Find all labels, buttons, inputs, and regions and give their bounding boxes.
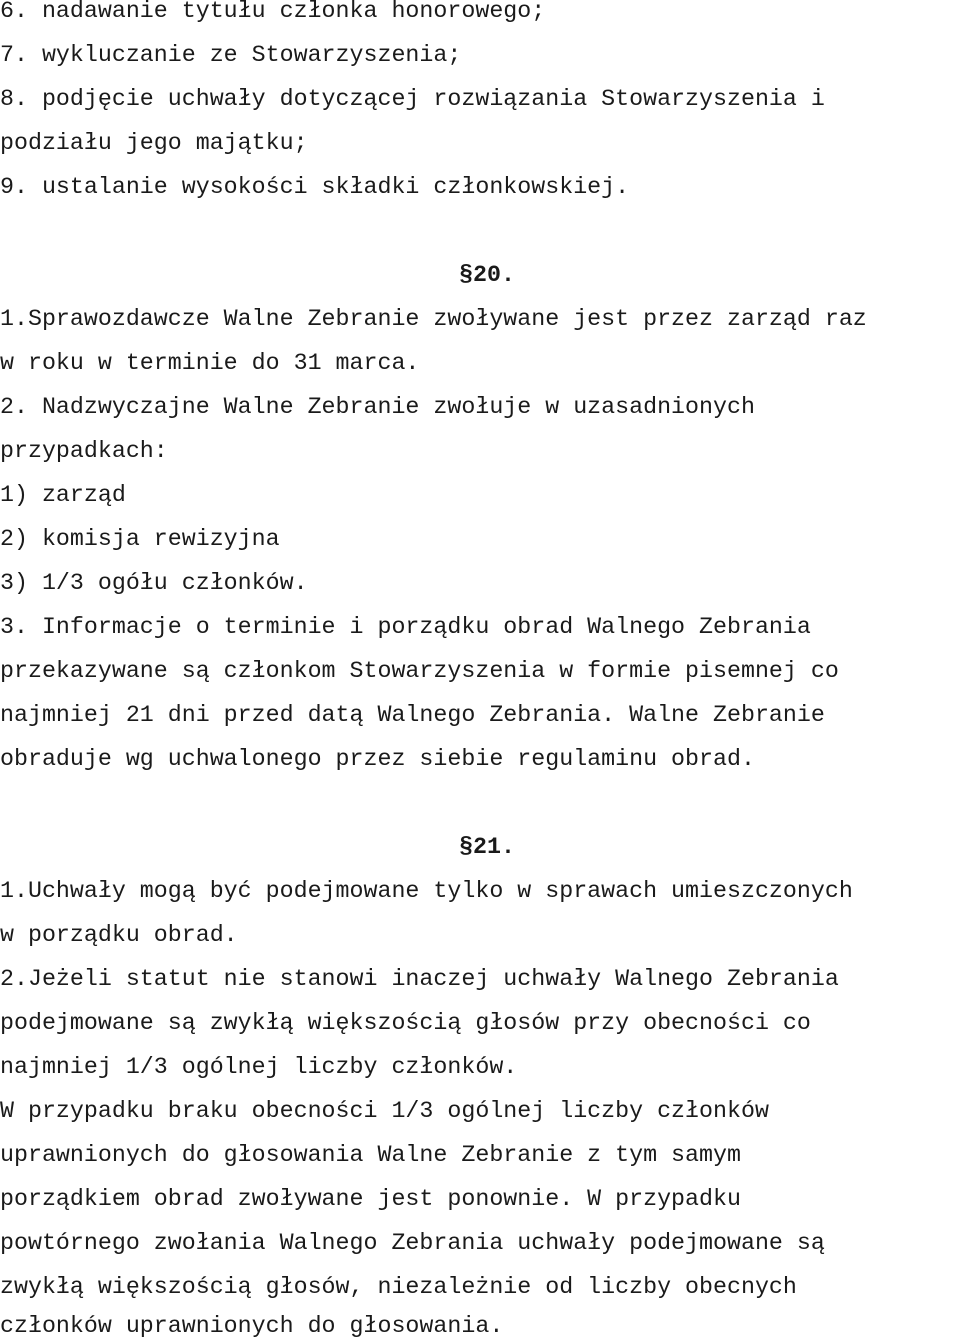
- list-item: 6. nadawanie tytułu członka honorowego;: [0, 0, 546, 24]
- paragraph-line: najmniej 21 dni przed datą Walnego Zebrania. Walne Zebranie: [0, 702, 825, 728]
- paragraph-line: 2) komisja rewizyjna: [0, 526, 280, 552]
- list-item: 9. ustalanie wysokości składki członkowskiej.: [0, 174, 630, 200]
- paragraph-line: 1) zarząd: [0, 482, 126, 508]
- paragraph-line: 2.Jeżeli statut nie stanowi inaczej uchwały Walnego Zebrania: [0, 966, 839, 992]
- paragraph-line: zwykłą większością głosów, niezależnie od liczby obecnych: [0, 1274, 797, 1300]
- paragraph-line: najmniej 1/3 ogólnej liczby członków.: [0, 1054, 518, 1080]
- paragraph-line: W przypadku braku obecności 1/3 ogólnej liczby członków: [0, 1098, 769, 1124]
- paragraph-line: obraduje wg uchwalonego przez siebie regulaminu obrad.: [0, 746, 755, 772]
- section-heading: §21.: [459, 834, 515, 860]
- paragraph-line: porządkiem obrad zwoływane jest ponownie. W przypadku: [0, 1186, 741, 1212]
- list-item: 8. podjęcie uchwały dotyczącej rozwiązania Stowarzyszenia i: [0, 86, 825, 112]
- paragraph-line: przypadkach:: [0, 438, 168, 464]
- paragraph-line: 3. Informacje o terminie i porządku obrad Walnego Zebrania: [0, 614, 811, 640]
- list-item: 7. wykluczanie ze Stowarzyszenia;: [0, 42, 462, 68]
- paragraph-line: 1.Sprawozdawcze Walne Zebranie zwoływane jest przez zarząd raz: [0, 306, 867, 332]
- paragraph-line: przekazywane są członkom Stowarzyszenia w formie pisemnej co: [0, 658, 839, 684]
- paragraph-line: podejmowane są zwykłą większością głosów przy obecności co: [0, 1010, 811, 1036]
- paragraph-line: powtórnego zwołania Walnego Zebrania uchwały podejmowane są: [0, 1230, 825, 1256]
- paragraph-line: 3) 1/3 ogółu członków.: [0, 570, 308, 596]
- paragraph-line: w porządku obrad.: [0, 922, 238, 948]
- list-item: podziału jego majątku;: [0, 130, 308, 156]
- paragraph-line: 2. Nadzwyczajne Walne Zebranie zwołuje w uzasadnionych: [0, 394, 755, 420]
- paragraph-line: 1.Uchwały mogą być podejmowane tylko w sprawach umieszczonych: [0, 878, 853, 904]
- paragraph-line: uprawnionych do głosowania Walne Zebranie z tym samym: [0, 1142, 741, 1168]
- paragraph-line: członków uprawnionych do głosowania.: [0, 1313, 504, 1339]
- paragraph-line: w roku w terminie do 31 marca.: [0, 350, 420, 376]
- section-heading: §20.: [459, 262, 515, 288]
